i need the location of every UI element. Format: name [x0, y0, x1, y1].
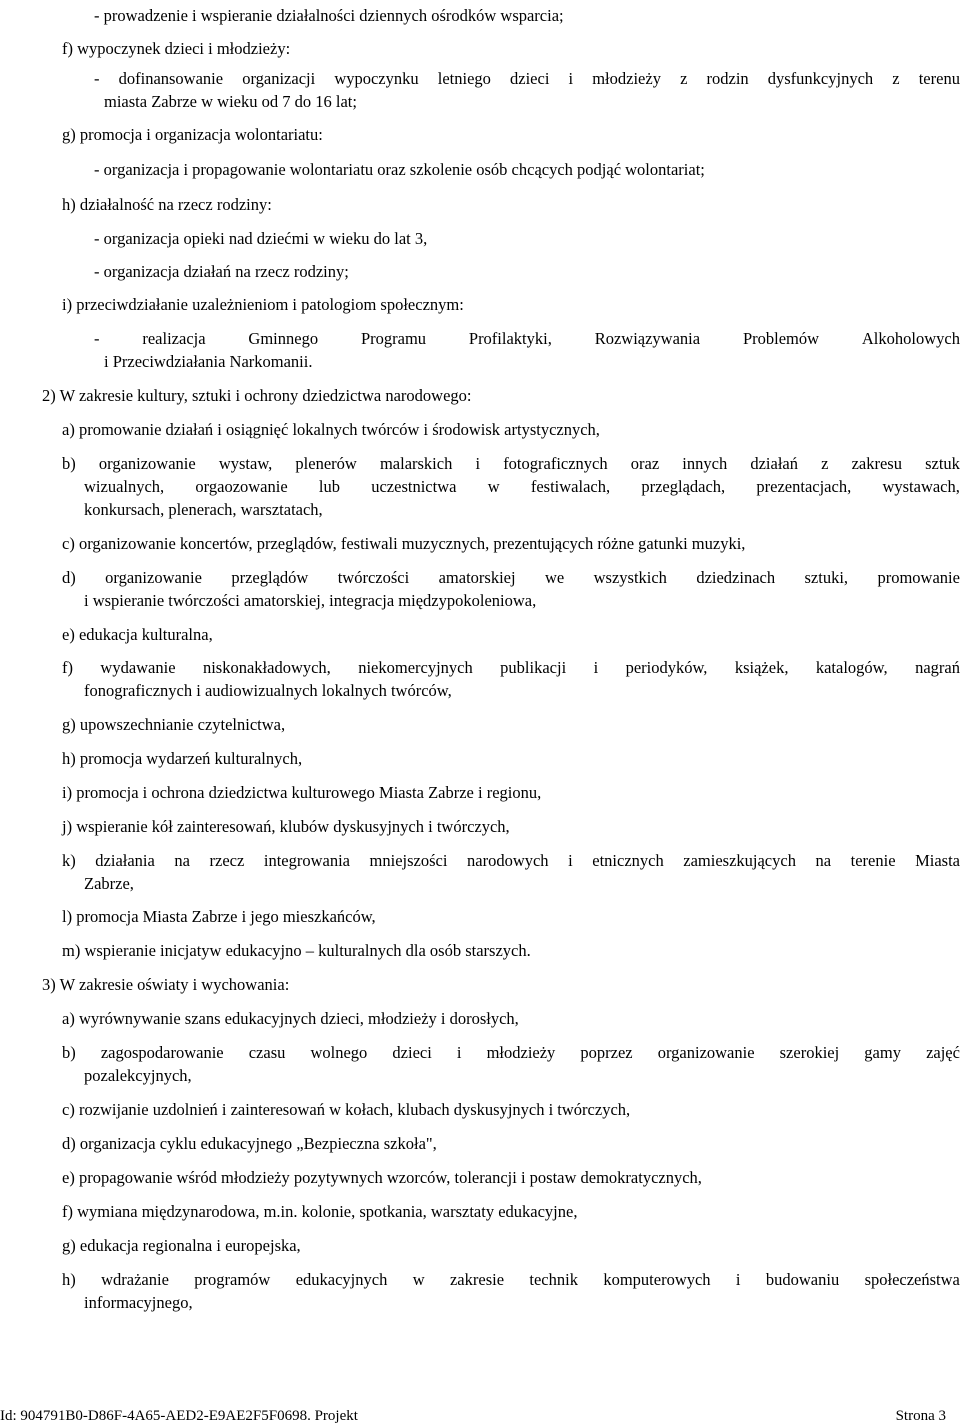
text-word: edukacyjnych — [295, 1270, 388, 1289]
text-word: dzieci — [510, 69, 550, 88]
text-word: rodzin — [706, 69, 749, 88]
text-word: książek, — [734, 658, 789, 677]
text-line: pozalekcyjnych, — [84, 1066, 192, 1085]
text-word: z — [821, 454, 829, 473]
text-word: wszystkich — [593, 568, 667, 587]
text-word: zakresie — [449, 1270, 505, 1289]
text-word: w — [412, 1270, 425, 1289]
text-line: m) wspieranie inicjatyw edukacyjno – kulturalnych dla osób starszych. — [62, 941, 531, 960]
text-word: promowanie — [877, 568, 960, 587]
text-word: nagrań — [915, 658, 960, 677]
text-word: technik — [529, 1270, 578, 1289]
text-word: terenie — [850, 851, 896, 870]
text-word: wydawanie — [100, 658, 176, 677]
text-word: społeczeństwa — [864, 1270, 960, 1289]
text-word: etnicznych — [592, 851, 664, 870]
text-word: lub — [318, 477, 340, 496]
text-word: - — [94, 329, 100, 348]
text-line: - organizacja działań na rzecz rodziny; — [94, 262, 349, 281]
text-word: dzieci — [392, 1043, 432, 1062]
text-word: Rozwiązywania — [594, 329, 701, 348]
text-line: e) propagowanie wśród młodzieży pozytywnych wzorców, tolerancji i postaw demokratycznych, — [62, 1168, 702, 1187]
text-word: wizualnych, — [84, 477, 165, 496]
text-line: Zabrze, — [84, 874, 134, 893]
text-line: f) wypoczynek dzieci i młodzieży: — [62, 39, 291, 58]
text-word: festiwalach, — [530, 477, 611, 496]
text-word: budowaniu — [765, 1270, 840, 1289]
text-word: oraz — [630, 454, 660, 473]
text-word: Profilaktyki, — [468, 329, 552, 348]
text-word: h) — [62, 1270, 76, 1289]
text-word: mniejszości — [369, 851, 448, 870]
text-word: na — [815, 851, 832, 870]
text-word: Alkoholowych — [861, 329, 960, 348]
text-word: i — [568, 851, 573, 870]
text-line: e) edukacja kulturalna, — [62, 625, 213, 644]
text-word: letniego — [437, 69, 491, 88]
text-word: innych — [682, 454, 728, 473]
text-word: organizowanie — [105, 568, 202, 587]
text-line: g) promocja i organizacja wolontariatu: — [62, 125, 323, 144]
text-line: l) promocja Miasta Zabrze i jego mieszkańców, — [62, 907, 376, 926]
text-word: przeglądów — [231, 568, 309, 587]
text-word: orgaozowanie — [195, 477, 288, 496]
text-line: c) organizowanie koncertów, przeglądów, festiwali muzycznych, prezentujących różne gatunki muzyki, — [62, 534, 746, 553]
text-line — [62, 566, 960, 589]
text-line — [62, 452, 960, 475]
text-word: uczestnictwa — [371, 477, 457, 496]
text-word: plenerów — [295, 454, 357, 473]
text-word: - — [94, 69, 100, 88]
text-line: 3) W zakresie oświaty i wychowania: — [42, 975, 290, 994]
text-word: amatorskiej — [438, 568, 516, 587]
text-line: a) promowanie działań i osiągnięć lokalnych twórców i środowisk artystycznych, — [62, 420, 600, 439]
text-line: h) promocja wydarzeń kulturalnych, — [62, 749, 303, 768]
text-word: malarskich — [379, 454, 453, 473]
text-word: katalogów, — [815, 658, 888, 677]
text-word: działania — [95, 851, 155, 870]
text-line: konkursach, plenerach, warsztatach, — [84, 500, 323, 519]
text-word: sztuk — [925, 454, 960, 473]
text-word: i — [568, 69, 574, 88]
text-word: b) — [62, 454, 76, 473]
text-word: b) — [62, 1043, 76, 1062]
text-word: rzecz — [209, 851, 245, 870]
text-word: działań — [750, 454, 798, 473]
text-word: dysfunkcyjnych — [767, 69, 874, 88]
text-word: f) — [62, 658, 73, 677]
text-word: gamy — [864, 1043, 901, 1062]
text-line: i wspieranie twórczości amatorskiej, integracja międzypokoleniowa, — [84, 591, 537, 610]
text-line: 2) W zakresie kultury, sztuki i ochrony dziedzictwa narodowego: — [42, 386, 472, 405]
text-word: szerokiej — [779, 1043, 840, 1062]
text-line: - organizacja opieki nad dziećmi w wieku do lat 3, — [94, 229, 428, 248]
text-word: organizacji — [242, 69, 316, 88]
text-word: sztuki, — [804, 568, 849, 587]
text-line: i) promocja i ochrona dziedzictwa kulturowego Miasta Zabrze i regionu, — [62, 783, 542, 802]
text-line: j) wspieranie kół zainteresowań, klubów dyskusyjnych i twórczych, — [62, 817, 510, 836]
text-line: c) rozwijanie uzdolnień i zainteresowań w kołach, klubach dyskusyjnych i twórczych, — [62, 1100, 631, 1119]
text-word: zakresu — [851, 454, 902, 473]
text-line — [94, 327, 960, 350]
text-line: - prowadzenie i wspieranie działalności dziennych ośrodków wsparcia; — [94, 6, 564, 25]
footer-document-id: Id: 904791B0-D86F-4A65-AED2-E9AE2F5F0698. Projekt — [0, 1408, 358, 1424]
text-line: i) przeciwdziałanie uzależnieniom i patologiom społecznym: — [62, 295, 464, 314]
text-word: na — [174, 851, 190, 870]
text-word: niekomercyjnych — [358, 658, 473, 677]
text-word: periodyków, — [625, 658, 708, 677]
text-word: dziedzinach — [696, 568, 776, 587]
text-word: organizowanie — [98, 454, 196, 473]
text-word: z — [892, 69, 900, 88]
text-word: w — [487, 477, 500, 496]
text-line: informacyjnego, — [84, 1293, 193, 1312]
text-word: Gminnego — [248, 329, 319, 348]
text-word: młodzieży — [486, 1043, 556, 1062]
text-line: fonograficznych i audiowizualnych lokalnych twórców, — [84, 681, 452, 700]
text-word: realizacja — [142, 329, 206, 348]
text-line: h) działalność na rzecz rodziny: — [62, 195, 272, 214]
text-line: f) wymiana międzynarodowa, m.in. kolonie, spotkania, warsztaty edukacyjne, — [62, 1202, 578, 1221]
text-word: dofinansowanie — [118, 69, 224, 88]
text-word: narodowych — [467, 851, 549, 870]
text-word: programów — [194, 1270, 271, 1289]
text-word: młodzieży — [592, 69, 661, 88]
footer-page-number: Strona 3 — [895, 1408, 946, 1424]
text-word: wdrażanie — [101, 1270, 169, 1289]
text-word: we — [544, 568, 565, 587]
text-word: fotograficznych — [503, 454, 608, 473]
text-line — [84, 475, 960, 498]
text-line — [94, 67, 960, 90]
text-line — [62, 1268, 960, 1291]
text-word: twórczości — [337, 568, 410, 587]
text-word: d) — [62, 568, 76, 587]
text-word: Miasta — [915, 851, 960, 870]
text-line: i Przeciwdziałania Narkomanii. — [104, 352, 313, 371]
text-word: prezentacjach, — [756, 477, 852, 496]
text-line — [62, 1041, 960, 1064]
text-word: z — [680, 69, 688, 88]
text-word: wolnego — [310, 1043, 368, 1062]
text-word: wystaw, — [218, 454, 273, 473]
text-word: k) — [62, 851, 76, 870]
text-word: i — [593, 658, 599, 677]
text-line: g) upowszechnianie czytelnictwa, — [62, 715, 286, 734]
text-word: terenu — [918, 69, 960, 88]
text-word: i — [475, 454, 481, 473]
text-word: zamieszkujących — [683, 851, 796, 870]
text-line: d) organizacja cyklu edukacyjnego „Bezpieczna szkoła", — [62, 1134, 437, 1153]
text-word: poprzez — [580, 1043, 633, 1062]
text-word: i — [735, 1270, 741, 1289]
text-word: niskonakładowych, — [202, 658, 331, 677]
text-word: publikacji — [500, 658, 567, 677]
text-word: Problemów — [742, 329, 820, 348]
text-word: integrowania — [263, 851, 350, 870]
text-line: g) edukacja regionalna i europejska, — [62, 1236, 301, 1255]
text-line — [62, 849, 960, 872]
text-word: czasu — [248, 1043, 286, 1062]
text-word: przeglądach, — [641, 477, 726, 496]
text-word: organizowanie — [657, 1043, 755, 1062]
text-line: miasta Zabrze w wieku od 7 do 16 lat; — [104, 92, 357, 111]
text-line — [62, 656, 960, 679]
text-word: Programu — [360, 329, 427, 348]
text-word: wypoczynku — [334, 69, 419, 88]
text-word: wystawach, — [882, 477, 960, 496]
text-word: zagospodarowanie — [100, 1043, 224, 1062]
text-word: komputerowych — [603, 1270, 711, 1289]
text-word: zajęć — [926, 1043, 960, 1062]
text-word: i — [456, 1043, 462, 1062]
text-line: - organizacja i propagowanie wolontariatu oraz szkolenie osób chcących podjąć wolontariat; — [94, 160, 705, 179]
text-line: a) wyrównywanie szans edukacyjnych dzieci, młodzieży i dorosłych, — [62, 1009, 519, 1028]
